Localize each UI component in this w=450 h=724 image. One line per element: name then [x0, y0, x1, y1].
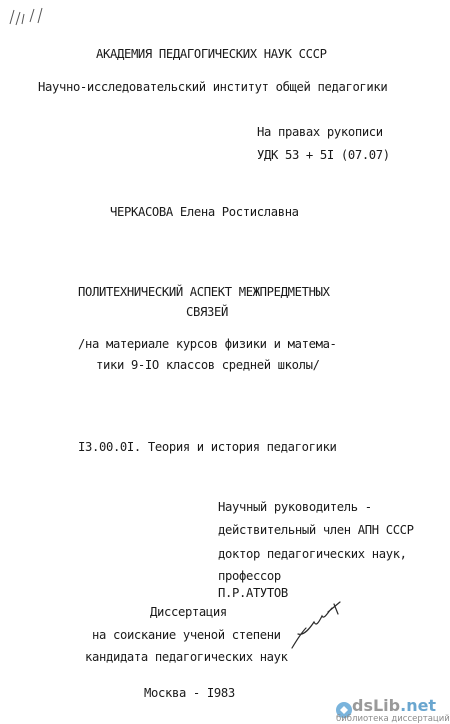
- supervisor-line-4: профессор: [218, 569, 281, 583]
- supervisor-name: П.Р.АТУТОВ: [218, 586, 288, 600]
- scan-artifact-mark: [8, 6, 48, 28]
- specialty-code: I3.00.0I. Теория и история педагогики: [78, 440, 337, 454]
- watermark-subtitle: библиотека диссертаций: [336, 714, 450, 724]
- supervisor-line-2: действительный член АПН СССР: [218, 523, 414, 537]
- dissertation-title-line-1: ПОЛИТЕХНИЧЕСКИЙ АСПЕКТ МЕЖПРЕДМЕТНЫХ: [78, 285, 330, 299]
- dissertation-title-line-2: СВЯЗЕЙ: [186, 305, 228, 319]
- degree-line-2: кандидата педагогических наук: [85, 650, 288, 664]
- academy-name: АКАДЕМИЯ ПЕДАГОГИЧЕСКИХ НАУК СССР: [96, 47, 327, 61]
- dissertation-label: Диссертация: [150, 605, 227, 619]
- watermark-brand: [352, 698, 436, 714]
- institute-name: Научно-исследовательский институт общей педагогики: [38, 80, 388, 94]
- udc-code: УДК 53 + 5I (07.07): [257, 148, 390, 162]
- supervisor-line-3: доктор педагогических наук,: [218, 547, 407, 561]
- author-name: ЧЕРКАСОВА Елена Ростиславна: [110, 205, 299, 219]
- watermark-brand-main: dsLib: [352, 696, 401, 715]
- manuscript-rights: На правах рукописи: [257, 125, 383, 139]
- degree-line-1: на соискание ученой степени: [92, 628, 281, 642]
- supervisor-line-1: Научный руководитель -: [218, 500, 372, 514]
- watermark-brand-suffix: .net: [400, 696, 437, 715]
- subtitle-line-2: тики 9-IO классов средней школы/: [96, 358, 320, 372]
- city-year: Москва - I983: [144, 686, 235, 700]
- subtitle-line-1: /на материале курсов физики и матема-: [78, 337, 337, 351]
- handwritten-signature: [288, 598, 352, 656]
